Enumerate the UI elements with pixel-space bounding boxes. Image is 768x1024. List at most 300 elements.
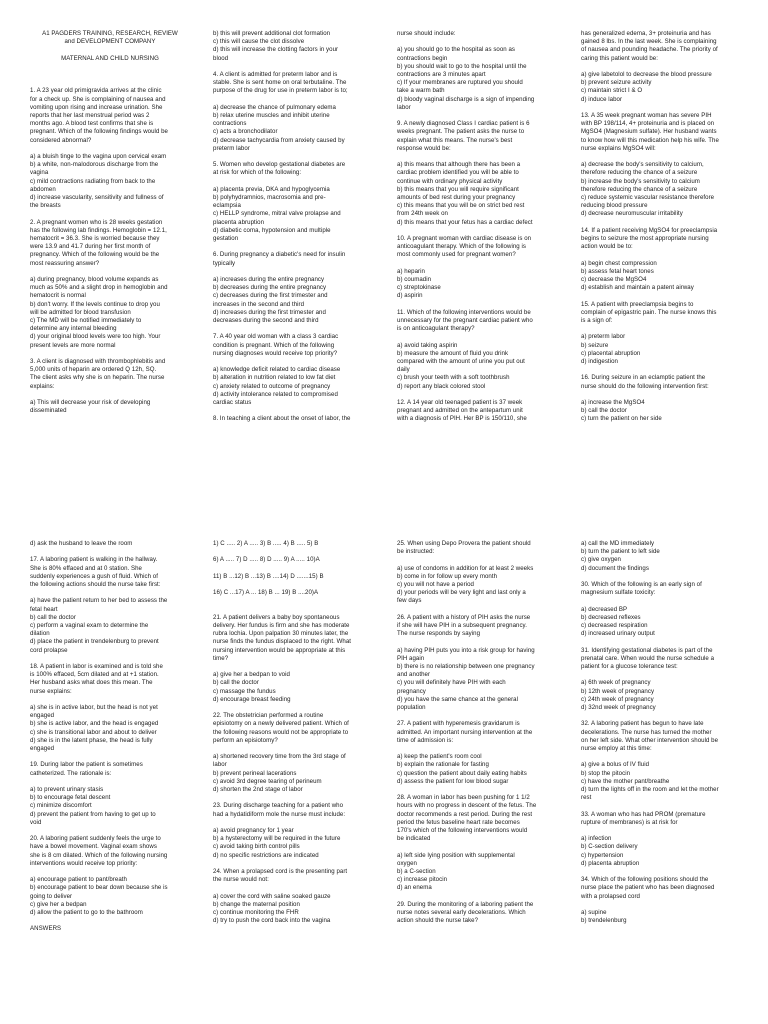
text-line: action should the nurse take?	[397, 917, 479, 925]
text-line: reducing blood pressure	[581, 202, 648, 210]
text-line: nurse finds the fundus displaced to the right. What	[213, 638, 352, 646]
spacer	[30, 46, 190, 54]
spacer	[213, 597, 373, 605]
text-line: nurse explains MgSO4 will:	[581, 144, 656, 152]
text-line: c) hypertension	[581, 851, 624, 859]
text-line: a) left side lying position with supplemental	[397, 851, 515, 859]
text-line: explain what this means. The nurse's best	[397, 136, 513, 144]
text-line: d) you have the same chance at the general	[397, 695, 519, 703]
text-line: 14. If a patient receiving MgSO4 for preeclampsia	[581, 226, 718, 234]
text-line: d) indigestion	[581, 358, 618, 366]
text-line: a) during pregnancy, blood volume expands as	[30, 275, 159, 283]
text-line: nursing intervention would be appropriate at this	[213, 646, 346, 654]
text-line: MgSO4 (Magnesium sulfate). Her husband wants	[581, 128, 717, 136]
text-line: d) activity intolerance related to compromised	[213, 390, 338, 398]
text-line: d) ask the husband to leave the room	[30, 540, 133, 547]
text-line: is a sign of:	[581, 317, 613, 325]
spacer	[581, 597, 741, 605]
text-line: d) your periods will be very light and last only a	[397, 589, 526, 597]
text-line: delivery. Her fundus is firm and she has moderate	[213, 621, 350, 629]
text-line: d) increases during the first trimester and	[213, 308, 326, 316]
spacer	[213, 268, 373, 276]
top-column-4	[581, 30, 741, 424]
text-line: suddenly experiences a gush of fluid. Which of	[30, 572, 158, 580]
text-line: b) change the maternal position	[213, 900, 300, 908]
bottom-column-3	[397, 540, 557, 925]
text-line: a) begin chest compression	[581, 259, 657, 267]
text-line: the following actions should the nurse take first:	[30, 581, 161, 588]
text-line: a) to prevent urinary stasis	[30, 786, 104, 793]
spacer	[30, 210, 190, 218]
text-line: on her left side. What other intervention should be	[581, 736, 719, 744]
spacer	[30, 268, 190, 276]
spacer	[581, 391, 741, 399]
text-line: 5,000 units of heparin are ordered Q 12h, SQ.	[30, 366, 157, 374]
text-line: The client asks why she is on heparin. The nurse	[30, 374, 165, 382]
text-line: daily	[397, 366, 410, 374]
text-line: 16) C ...17) A ... 18) B ... 19) B ....20)A	[213, 589, 319, 597]
text-line: d) bloody vaginal discharge is a sign of impending	[397, 95, 535, 103]
text-line: b) decreases during the entire pregnancy	[213, 284, 327, 292]
text-line: stable. She is sent home on oral terbutaline. The	[213, 79, 347, 87]
text-line: vagina	[30, 169, 49, 177]
text-line: catheterized. The rationale is:	[30, 769, 112, 777]
text-line: episiotomy on a newly delivered patient. Which of	[213, 720, 349, 728]
text-line: time?	[213, 654, 229, 662]
text-line: d) assess the patient for low blood sugar	[397, 777, 509, 785]
text-line: c) decrease the MgSO4	[581, 276, 647, 284]
text-line: prenatal care. When would the nurse schedule a	[581, 654, 715, 662]
spacer	[213, 794, 373, 802]
text-line: the following reasons would not be appropriate to	[213, 728, 349, 736]
spacer	[397, 786, 557, 794]
text-line: rest	[581, 794, 592, 802]
text-line: time of admission is:	[397, 736, 454, 744]
spacer	[213, 358, 373, 366]
text-line: continue with ordinary physical activity	[397, 177, 503, 185]
text-line: b) coumadin	[397, 276, 432, 284]
spacer	[213, 548, 373, 556]
spacer	[30, 778, 190, 786]
text-line: d) encourage breast feeding	[213, 695, 291, 703]
text-line: c) decreased respiration	[581, 622, 648, 629]
text-line: therefore reducing the chance of a seizure	[581, 185, 698, 193]
text-line: d) an enema	[397, 884, 432, 892]
spacer	[213, 96, 373, 104]
text-line: has the following lab findings. Hemoglobin = 12.1,	[30, 226, 167, 234]
text-line: gained 8 lbs. In the last week. She is complaining	[581, 38, 717, 46]
text-line: few days	[397, 597, 422, 605]
text-line: 31. Identifying gestational diabetes is part of the	[581, 646, 713, 654]
text-line: magnesium sulfate toxicity:	[581, 589, 656, 597]
spacer	[30, 391, 190, 399]
text-line: 30. Which of the following is an early sign of	[581, 581, 702, 588]
text-line: 9. A newly diagnosed Class I cardiac patient is 6	[397, 120, 530, 128]
text-line: a) you should go to the hospital as soon as	[397, 46, 516, 54]
text-line: to know how will this medication help his wife. The	[581, 136, 719, 144]
text-line: c) continue monitoring the FHR	[213, 908, 299, 916]
text-line: complain of epigastric pain. The nurse knows this	[581, 308, 717, 316]
text-line: d) turn the lights off in the room and let the mother	[581, 786, 719, 793]
text-line: Her husband asks what does this mean. The	[30, 679, 153, 687]
text-line: b) call the doctor	[581, 407, 627, 415]
text-line: typically	[213, 259, 236, 267]
text-line: fetal heart	[30, 605, 58, 613]
text-line: amounts of bed rest during your pregnancy	[397, 194, 516, 202]
text-line: 20. A laboring patient suddenly feels the urge to	[30, 835, 161, 843]
top-column-2	[213, 30, 373, 424]
text-line: be indicated	[397, 835, 431, 843]
text-line: a) increases during the entire pregnancy	[213, 276, 325, 283]
text-line: c) this means that you will be on strict bed rest	[397, 202, 525, 210]
text-line: c) you will not have a period	[397, 581, 474, 588]
text-line: 8. In teaching a client about the onset of labor, the	[213, 415, 351, 423]
spacer	[213, 884, 373, 892]
text-line: b) assess fetal heart tones	[581, 267, 654, 275]
text-line: the nurse would not:	[213, 876, 269, 884]
text-line: will be admitted for blood transfusion	[30, 308, 131, 316]
text-line: 17. A laboring patient is walking in the hallway.	[30, 556, 158, 564]
text-line: c) question the patient about daily eating habits	[397, 769, 527, 777]
text-line: nurse employ at this time:	[581, 745, 652, 752]
text-line: nurse place the patient who has been diagnosed	[581, 884, 715, 892]
text-line: a) decreased BP	[581, 605, 628, 613]
text-line: nurse should include:	[397, 30, 456, 37]
text-line: d) increased urinary output	[581, 630, 655, 638]
text-line: hematocrit = 36.3. She is worried because they	[30, 234, 160, 242]
text-line: cord prolapse	[30, 646, 68, 654]
text-line: 7. A 40 year old woman with a class 3 cardiac	[213, 333, 339, 341]
text-line: d) shorten the 2nd stage of labor	[213, 785, 303, 793]
text-line: anticoagulant therapy. Which of the following is	[397, 243, 526, 251]
text-line: A1 PAGDERS TRAINING, RESEARCH, REVIEW	[42, 30, 178, 37]
bottom-column-1	[30, 540, 190, 934]
text-line: 34. Which of the following positions should the	[581, 876, 709, 884]
spacer	[397, 606, 557, 614]
text-line: c) turn the patient on her side	[581, 415, 662, 423]
text-line: d) allow the patient to go to the bathroom	[30, 909, 143, 917]
text-line: increases in the second and third	[213, 300, 305, 308]
top-column-3	[397, 30, 557, 424]
text-line: 23. During discharge teaching for a patient who	[213, 802, 344, 810]
text-line: oxygen	[397, 859, 417, 867]
spacer	[581, 219, 741, 227]
text-line: b) she is active labor, and the head is engaged	[30, 720, 159, 728]
bottom-column-4	[581, 540, 741, 925]
text-line: b) explain the rationale for fasting	[397, 761, 489, 769]
spacer	[581, 251, 741, 259]
text-line: c) streptokinase	[397, 284, 441, 292]
text-line: d) decrease neuromuscular irritability	[581, 210, 683, 218]
text-line: population	[397, 704, 426, 712]
text-line: the breasts	[30, 202, 61, 210]
text-line: cardiac status	[213, 399, 252, 407]
text-line: 28. A woman in labor has been pushing for 1 1/2	[397, 794, 530, 802]
spacer	[397, 260, 557, 268]
text-line: pregnant. Which of the following findings would be	[30, 128, 168, 136]
text-line: 16. During seizure in an eclamptic patient the	[581, 374, 706, 382]
text-line: d) decrease tachycardia from anxiety caused by	[213, 136, 345, 144]
text-line: 27. A patient with hyperemesis gravidarum is	[397, 720, 520, 728]
text-line: with a prolapsed cord	[581, 892, 640, 900]
text-line: b) 12th week of pregnancy	[581, 687, 655, 695]
text-line: a) placenta previa, DKA and hypoglycemia	[213, 185, 330, 193]
text-line: have a bowel movement. Vaginal exam shows	[30, 843, 157, 851]
text-line: b) seizure	[581, 341, 609, 349]
text-line: MATERNAL AND CHILD NURSING	[61, 54, 159, 62]
spacer	[30, 79, 190, 87]
text-line: had a hydatidiform mole the nurse must include:	[213, 810, 346, 818]
text-line: going to deliver	[30, 892, 73, 900]
text-line: pregnant and admitted on the antepartum unit	[397, 407, 523, 415]
text-line: void	[30, 818, 42, 826]
text-line: hours with no progress in descent of the fetus. The	[397, 802, 537, 810]
text-line: 11. Which of the following interventions would be	[397, 308, 531, 316]
text-line: b) encourage patient to bear down because she is	[30, 884, 168, 892]
spacer	[213, 819, 373, 827]
text-line: b) alteration in nutrition related to low fat diet	[213, 374, 336, 382]
spacer	[581, 901, 741, 909]
text-line: c) decreases during the first trimester and	[213, 292, 328, 300]
spacer	[397, 556, 557, 564]
spacer	[30, 145, 190, 153]
spacer	[213, 704, 373, 712]
spacer	[30, 71, 190, 79]
spacer	[397, 638, 557, 646]
text-line: b) relax uterine muscles and inhibit uterine	[213, 112, 330, 119]
text-line: she is 8 cm dilated. Which of the following nursing	[30, 851, 168, 859]
text-line: c) she is transitional labor and about to deliver	[30, 728, 157, 736]
text-line: ANSWERS	[30, 925, 62, 933]
text-line: c) The MD will be notified immediately to	[30, 317, 142, 324]
spacer	[581, 325, 741, 333]
text-line: c) increase pitocin	[397, 876, 448, 884]
spacer	[581, 671, 741, 679]
text-line: d) this will increase the clotting factors in your	[213, 46, 339, 54]
text-line: vomiting upon rising and increase urination. She	[30, 103, 163, 111]
text-line: b) decreased reflexes	[581, 613, 641, 621]
spacer	[213, 860, 373, 868]
text-line: d) induce labor	[581, 95, 623, 103]
text-line: of nausea and pounding headache. The priority of	[581, 46, 718, 54]
spacer	[213, 581, 373, 589]
spacer	[397, 301, 557, 309]
text-line: a) give labetolol to decrease the blood pressure	[581, 71, 712, 78]
text-line: a) decrease the body's sensitivity to calcium,	[581, 161, 704, 169]
text-line: present levels are more normal	[30, 341, 116, 349]
text-line: a) give her a bedpan to void	[213, 671, 290, 679]
spacer	[213, 325, 373, 333]
text-line: doctor recommends a rest period. During the rest	[397, 810, 533, 818]
text-line: 2. A pregnant women who is 28 weeks gestation	[30, 218, 163, 226]
spacer	[581, 153, 741, 161]
text-line: a) having PIH puts you into a risk group for having	[397, 646, 535, 654]
text-line: 5. Women who develop gestational diabetes are	[213, 161, 346, 169]
text-line: She is 80% effaced and at 0 station. She	[30, 564, 142, 572]
spacer	[213, 745, 373, 753]
text-line: therefore reducing the chance of a seizure	[581, 169, 698, 177]
text-line: The nurse responds by saying	[397, 630, 481, 638]
text-line: 25. When using Depo Provera the patient should	[397, 540, 531, 547]
spacer	[397, 112, 557, 120]
text-line: c) HELLP syndrome, mitral valve prolapse and	[213, 210, 341, 218]
text-line: 26. A patient with a history of PIH asks the nurse	[397, 613, 531, 621]
spacer	[581, 753, 741, 761]
text-line: 22. The obstetrician performed a routine	[213, 712, 324, 720]
text-line: d) this means that your fetus has a cardiac defect	[397, 218, 533, 226]
spacer	[397, 893, 557, 901]
text-line: most commonly used for pregnant women?	[397, 251, 516, 259]
text-line: d) no specific restrictions are indicated	[213, 851, 319, 859]
spacer	[213, 178, 373, 186]
text-line: contractions are 3 minutes apart	[397, 71, 486, 78]
text-line: b) increase the body's sensitivity to calcium	[581, 177, 700, 185]
text-line: unnecessary for the pregnant cardiac patient who	[397, 317, 533, 325]
text-line: decelerations. The nurse has turned the mother	[581, 728, 712, 736]
text-line: labor	[397, 103, 411, 111]
spacer	[213, 606, 373, 614]
text-line: placenta abruption	[213, 218, 265, 226]
text-line: nurse explains:	[30, 687, 72, 695]
text-line: c) maintain strict I & O	[581, 87, 643, 95]
spacer	[397, 38, 557, 46]
spacer	[30, 589, 190, 597]
text-line: patient for a glucose tolerance test:	[581, 663, 678, 670]
text-line: interventions would receive top priority:	[30, 859, 138, 867]
text-line: period the fetus baseline heart rate becomes	[397, 818, 520, 826]
text-line: and another	[397, 671, 431, 679]
text-line: a) use of condoms in addition for at least 2 weeks	[397, 564, 534, 572]
text-line: 1. A 23 year old primigravida arrives at the clinic	[30, 87, 162, 95]
text-line: d) report any black colored stool	[397, 382, 486, 390]
spacer	[30, 868, 190, 876]
text-line: a) encourage patient to pant/breath	[30, 876, 127, 884]
text-line: a) this means that although there has been a	[397, 161, 521, 169]
text-line: b) to encourage fetal descent	[30, 794, 111, 802]
text-line: b) a hysterectomy will be required in the future	[213, 835, 341, 843]
spacer	[213, 153, 373, 161]
text-line: a) a bluish tinge to the vagina upon cervical exam	[30, 152, 167, 160]
text-line: c) give oxygen	[581, 556, 621, 564]
text-line: b) don't worry. If the levels continue to drop you	[30, 300, 160, 308]
text-line: b) this means that you will require significant	[397, 185, 519, 193]
text-line: d) aspirin	[397, 292, 423, 300]
text-line: 11) B ...12) B ...13) B ....14) D .......15) B	[213, 572, 324, 580]
text-line: a) preterm labor	[581, 333, 626, 341]
spacer	[581, 366, 741, 374]
text-line: b) this will prevent additional clot formation	[213, 30, 331, 37]
text-line: b) prevent seizure activity	[581, 79, 652, 87]
text-line: c) 24th week of pregnancy	[581, 695, 654, 703]
text-line: c) anxiety related to outcome of pregnancy	[213, 382, 331, 390]
text-line: c) perform a vaginal exam to determine the	[30, 622, 149, 629]
text-line: b) call the doctor	[213, 679, 259, 687]
text-line: 15. A patient with preeclampsia begins to	[581, 300, 694, 308]
text-line: b) C-section delivery	[581, 843, 638, 851]
text-line: 19. During labor the patient is sometimes	[30, 761, 143, 769]
spacer	[213, 243, 373, 251]
text-line: at risk for which of the following:	[213, 169, 302, 177]
text-line: b) stop the pitocin	[581, 769, 631, 777]
text-line: weeks pregnant. The patient asks the nurse to	[397, 128, 525, 136]
text-line: a) infection	[581, 835, 612, 843]
text-line: response would be:	[397, 144, 451, 152]
text-line: a) keep the patient's room cool	[397, 753, 482, 761]
text-line: reports that her last menstrual period was 2	[30, 111, 150, 119]
spacer	[397, 843, 557, 851]
spacer	[581, 712, 741, 720]
text-line: much as 50% and a slight drop in hemoglobin and	[30, 284, 168, 292]
text-line: engaged	[30, 712, 55, 720]
text-line: 170's which of the following interventions would	[397, 827, 528, 835]
spacer	[213, 63, 373, 71]
text-line: b) trendelenburg	[581, 917, 627, 925]
text-line: admitted. An important nursing intervention at the	[397, 728, 533, 736]
text-line: and DEVELOPMENT COMPANY	[64, 38, 156, 46]
text-line: if she will have PIH in a subsequent pregnancy.	[397, 622, 527, 629]
text-line: d) your original blood levels were too high. Your	[30, 333, 161, 341]
text-line: months ago. A blood test confirms that she is	[30, 120, 154, 128]
text-line: a) shortened recovery time from the 3rd stage of	[213, 753, 346, 761]
text-line: nursing diagnoses would receive top priority?	[213, 349, 338, 357]
text-line: d) diabetic coma, hypotension and multiple	[213, 226, 331, 234]
text-line: b) you should wait to go to the hospital until the	[397, 62, 527, 70]
spacer	[581, 827, 741, 835]
text-line: contractions begin	[397, 54, 448, 62]
text-line: a) avoid taking aspirin	[397, 341, 458, 349]
text-line: engaged	[30, 745, 55, 753]
spacer	[30, 350, 190, 358]
text-line: considered abnormal?	[30, 136, 92, 144]
text-line: explains:	[30, 382, 55, 390]
spacer	[397, 745, 557, 753]
text-line: take a warm bath	[397, 87, 445, 95]
text-line: pregnancy	[397, 687, 426, 695]
text-line: 10. A pregnant woman with cardiac disease is on	[397, 235, 532, 243]
text-line: condition is pregnant. Which of the following	[213, 341, 335, 349]
text-line: has generalized edema, 3+ proteinuria and has	[581, 30, 711, 37]
spacer	[581, 573, 741, 581]
text-line: d) document the findings	[581, 564, 649, 572]
text-line: 24. When a prolapsed cord is the presenting part	[213, 867, 348, 875]
text-line: gestation	[213, 235, 239, 243]
text-line: c) acts a bronchodilator	[213, 128, 278, 136]
spacer	[397, 391, 557, 399]
text-line: d) place the patient in trendelenburg to prevent	[30, 638, 159, 646]
text-line: d) prevent the patient from having to get up to	[30, 810, 156, 818]
text-line: 6) A ..... 7) D ..... 8) D ..... 9) A ..... 10)A	[213, 556, 320, 564]
top-column-1	[30, 30, 190, 415]
spacer	[581, 638, 741, 646]
text-line: a) knowledge deficit related to cardiac disease	[213, 366, 341, 374]
text-line: d) placenta abruption	[581, 859, 640, 867]
spacer	[30, 917, 190, 925]
text-line: a) have the patient return to her bed to assess the	[30, 597, 168, 605]
text-line: c) massage the fundus	[213, 687, 276, 695]
text-line: c) give her a bedpan	[30, 900, 87, 908]
text-line: b) a C-section	[397, 868, 436, 876]
text-line: rubra lochia. Upon palpation 30 minutes later, the	[213, 630, 349, 638]
text-line: purpose of the drug for use in preterm labor is to;	[213, 87, 348, 95]
text-line: a) heparin	[397, 267, 425, 275]
text-line: a) cover the cord with saline soaked gauze	[213, 892, 331, 900]
text-line: 29. During the monitoring of a laboring patient the	[397, 900, 534, 908]
spacer	[581, 292, 741, 300]
spacer	[213, 407, 373, 415]
text-line: c) avoid taking birth control pills	[213, 843, 300, 851]
text-line: a) give a bolus of IV fluid	[581, 761, 650, 769]
spacer	[397, 227, 557, 235]
